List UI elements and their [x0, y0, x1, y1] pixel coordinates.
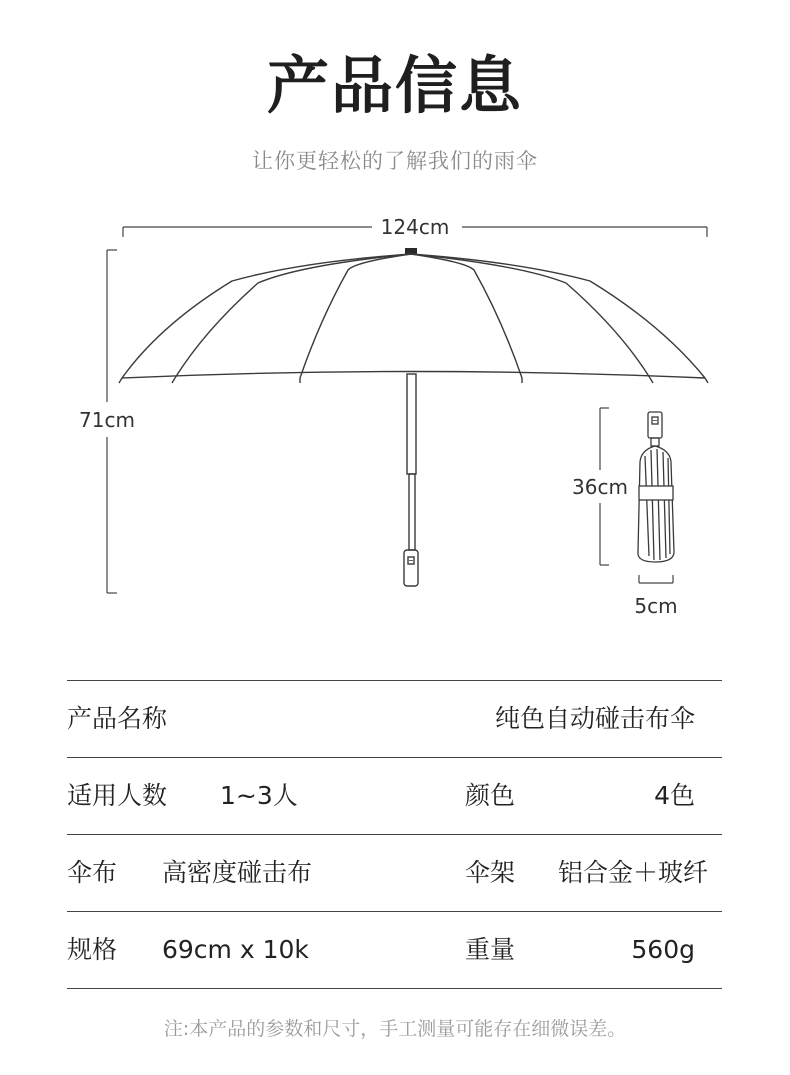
height-label: 71cm [79, 408, 135, 432]
spec-value-color: 4色 [654, 781, 695, 810]
spec-label-product-name: 产品名称 [67, 704, 168, 733]
spec-label-weight: 重量 [465, 935, 516, 964]
folded-diameter-label: 5cm [634, 594, 678, 618]
spec-row-fabric-frame [67, 834, 722, 911]
spec-value-frame: 铝合金＋玻纤 [557, 858, 708, 887]
footnote: 注:本产品的参数和尺寸，手工测量可能存在细微误差。 [163, 1018, 627, 1040]
folded-umbrella [638, 412, 674, 562]
open-umbrella [119, 248, 708, 586]
spec-label-color: 颜色 [465, 781, 516, 810]
spec-value-size: 69cm x 10k [162, 935, 309, 964]
folded-length-label: 36cm [572, 475, 628, 499]
spec-label-fabric: 伞布 [67, 858, 118, 887]
spec-row-size-weight [67, 911, 722, 989]
spec-table [67, 680, 722, 989]
spec-label-frame: 伞架 [465, 858, 516, 887]
spec-row-product-name [67, 680, 722, 757]
spec-value-capacity: 1~3人 [220, 781, 298, 810]
page-subtitle: 让你更轻松的了解我们的雨伞 [252, 149, 538, 173]
spec-row-capacity-color [67, 757, 722, 834]
spec-label-capacity: 适用人数 [67, 781, 168, 810]
spec-value-fabric: 高密度碰击布 [162, 858, 313, 887]
spec-value-product-name: 纯色自动碰击布伞 [494, 704, 695, 733]
folded-diameter-dimension [639, 575, 673, 583]
spec-value-weight: 560g [631, 935, 695, 964]
width-label: 124cm [380, 215, 450, 239]
page-title: 产品信息 [266, 49, 523, 122]
spec-label-size: 规格 [67, 935, 118, 964]
